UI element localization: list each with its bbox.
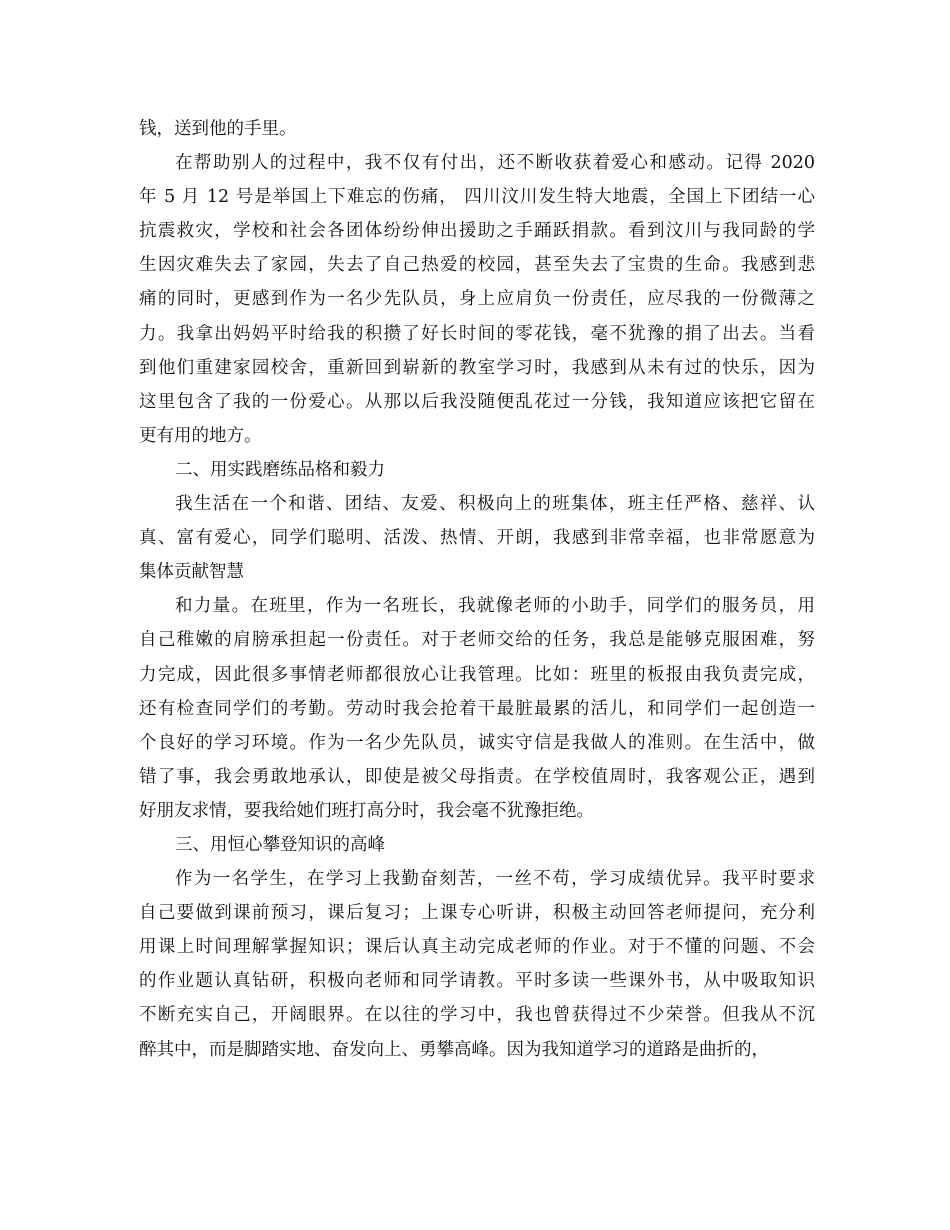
text-line: 还有检查同学们的考勤。劳动时我会抢着干最脏最累的活儿，和同学们一起创造一 <box>139 698 815 719</box>
text-line: 在帮助别人的过程中，我不仅有付出，还不断收获着爱心和感动。记得 2020 <box>175 153 815 174</box>
paragraph <box>139 862 815 1067</box>
paragraph <box>139 146 815 453</box>
text-line: 更有用的地方。 <box>139 425 262 446</box>
document-page <box>139 112 815 1067</box>
text-line: 年 5 月 12 号是举国上下难忘的伤痛， 四川汶川发生特大地震，全国上下团结一心 <box>139 187 815 208</box>
text-line: 和力量。在班里，作为一名班长，我就像老师的小助手，同学们的服务员，用 <box>175 596 815 617</box>
text-line: 自己稚嫩的肩膀承担起一份责任。对于老师交给的任务，我总是能够克服困难，努 <box>139 630 815 651</box>
text-line: 痛的同时，更感到作为一名少先队员，身上应肩负一份责任，应尽我的一份微薄之 <box>139 289 815 310</box>
text-line: 集体贡献智慧 <box>139 562 244 583</box>
paragraph <box>139 487 815 589</box>
text-line: 生因灾难失去了家园，失去了自己热爱的校园，甚至失去了宝贵的生命。我感到悲 <box>139 255 815 276</box>
text-line: 的作业题认真钻研，积极向老师和同学请教。平时多读一些课外书，从中吸取知识 <box>139 971 815 992</box>
text-line: 真、富有爱心，同学们聪明、活泼、热情、开朗，我感到非常幸福，也非常愿意为 <box>139 528 815 549</box>
paragraph <box>139 453 815 487</box>
text-line: 钱，送到他的手里。 <box>139 119 297 139</box>
paragraph <box>139 112 815 146</box>
text-line: 用课上时间理解掌握知识；课后认真主动完成老师的作业。对于不懂的问题、不会 <box>139 937 815 958</box>
text-line: 力完成，因此很多事情老师都很放心让我管理。比如：班里的板报由我负责完成， <box>139 664 815 685</box>
text-line: 错了事，我会勇敢地承认，即使是被父母指责。在学校值周时，我客观公正，遇到 <box>139 766 815 787</box>
text-line: 这里包含了我的一份爱心。从那以后我没随便乱花过一分钱，我知道应该把它留在 <box>139 391 815 412</box>
text-line: 二、用实践磨练品格和毅力 <box>175 459 385 480</box>
text-line: 三、用恒心攀登知识的高峰 <box>175 834 385 855</box>
text-line: 个良好的学习环境。作为一名少先队员，诚实守信是我做人的准则。在生活中，做 <box>139 732 815 753</box>
paragraph <box>139 828 815 862</box>
paragraph <box>139 589 815 828</box>
text-line: 自己要做到课前预习，课后复习；上课专心听讲，积极主动回答老师提问，充分利 <box>139 903 815 924</box>
text-line: 抗震救灾，学校和社会各团体纷纷伸出援助之手踊跃捐款。看到汶川与我同龄的学 <box>139 221 815 242</box>
text-line: 我生活在一个和谐、团结、友爱、积极向上的班集体，班主任严格、慈祥、认 <box>175 494 815 515</box>
text-line: 不断充实自己，开阔眼界。在以往的学习中，我也曾获得过不少荣誉。但我从不沉 <box>139 1005 815 1026</box>
text-line: 到他们重建家园校舍，重新回到崭新的教室学习时，我感到从未有过的快乐，因为 <box>139 357 815 378</box>
text-line: 力。我拿出妈妈平时给我的积攒了好长时间的零花钱，毫不犹豫的捐了出去。当看 <box>139 323 815 344</box>
text-line: 醉其中，而是脚踏实地、奋发向上、勇攀高峰。因为我知道学习的道路是曲折的， <box>139 1039 769 1060</box>
text-line: 好朋友求情，要我给她们班打高分时，我会毫不犹豫拒绝。 <box>139 800 594 821</box>
text-line: 作为一名学生，在学习上我勤奋刻苦，一丝不苟，学习成绩优异。我平时要求 <box>175 869 815 890</box>
